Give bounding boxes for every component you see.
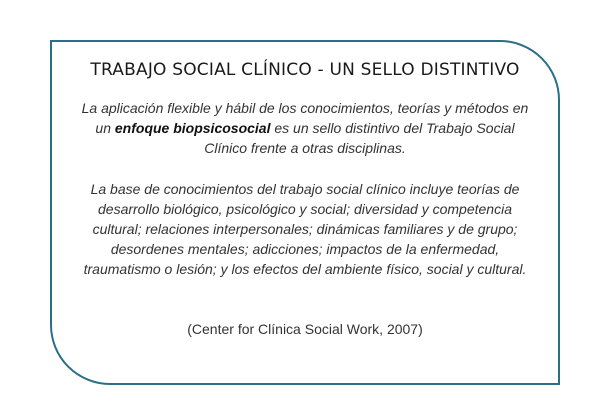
paragraph1-bold-term: enfoque biopsicosocial	[114, 120, 271, 136]
info-box	[50, 40, 560, 385]
paragraph-biopsychosocial	[76, 98, 534, 158]
citation: (Center for Clínica Social Work, 2007)	[187, 321, 423, 337]
paragraph1-text-end: es un sello distintivo del Trabajo Social Clínico frente a otras disciplinas.	[204, 120, 515, 156]
paragraph1-text-start: La aplicación flexible y hábil de los conocimientos, teorías y métodos en un	[81, 100, 529, 136]
paragraph-knowledge-base: La base de conocimientos del trabajo social clínico incluye teorías de desarrollo biológico, psicológico y social; diversidad y competencia cultural; relaciones interpersonales; dinámicas familiares y de grupo; desordenes mentales; adicciones; impactos de la enfermedad, traumatismo o lesión; y los efectos del ambiente físico, social y cultural.	[83, 181, 527, 277]
box-title: TRABAJO SOCIAL CLÍNICO - UN SELLO DISTINTIVO	[90, 60, 520, 80]
